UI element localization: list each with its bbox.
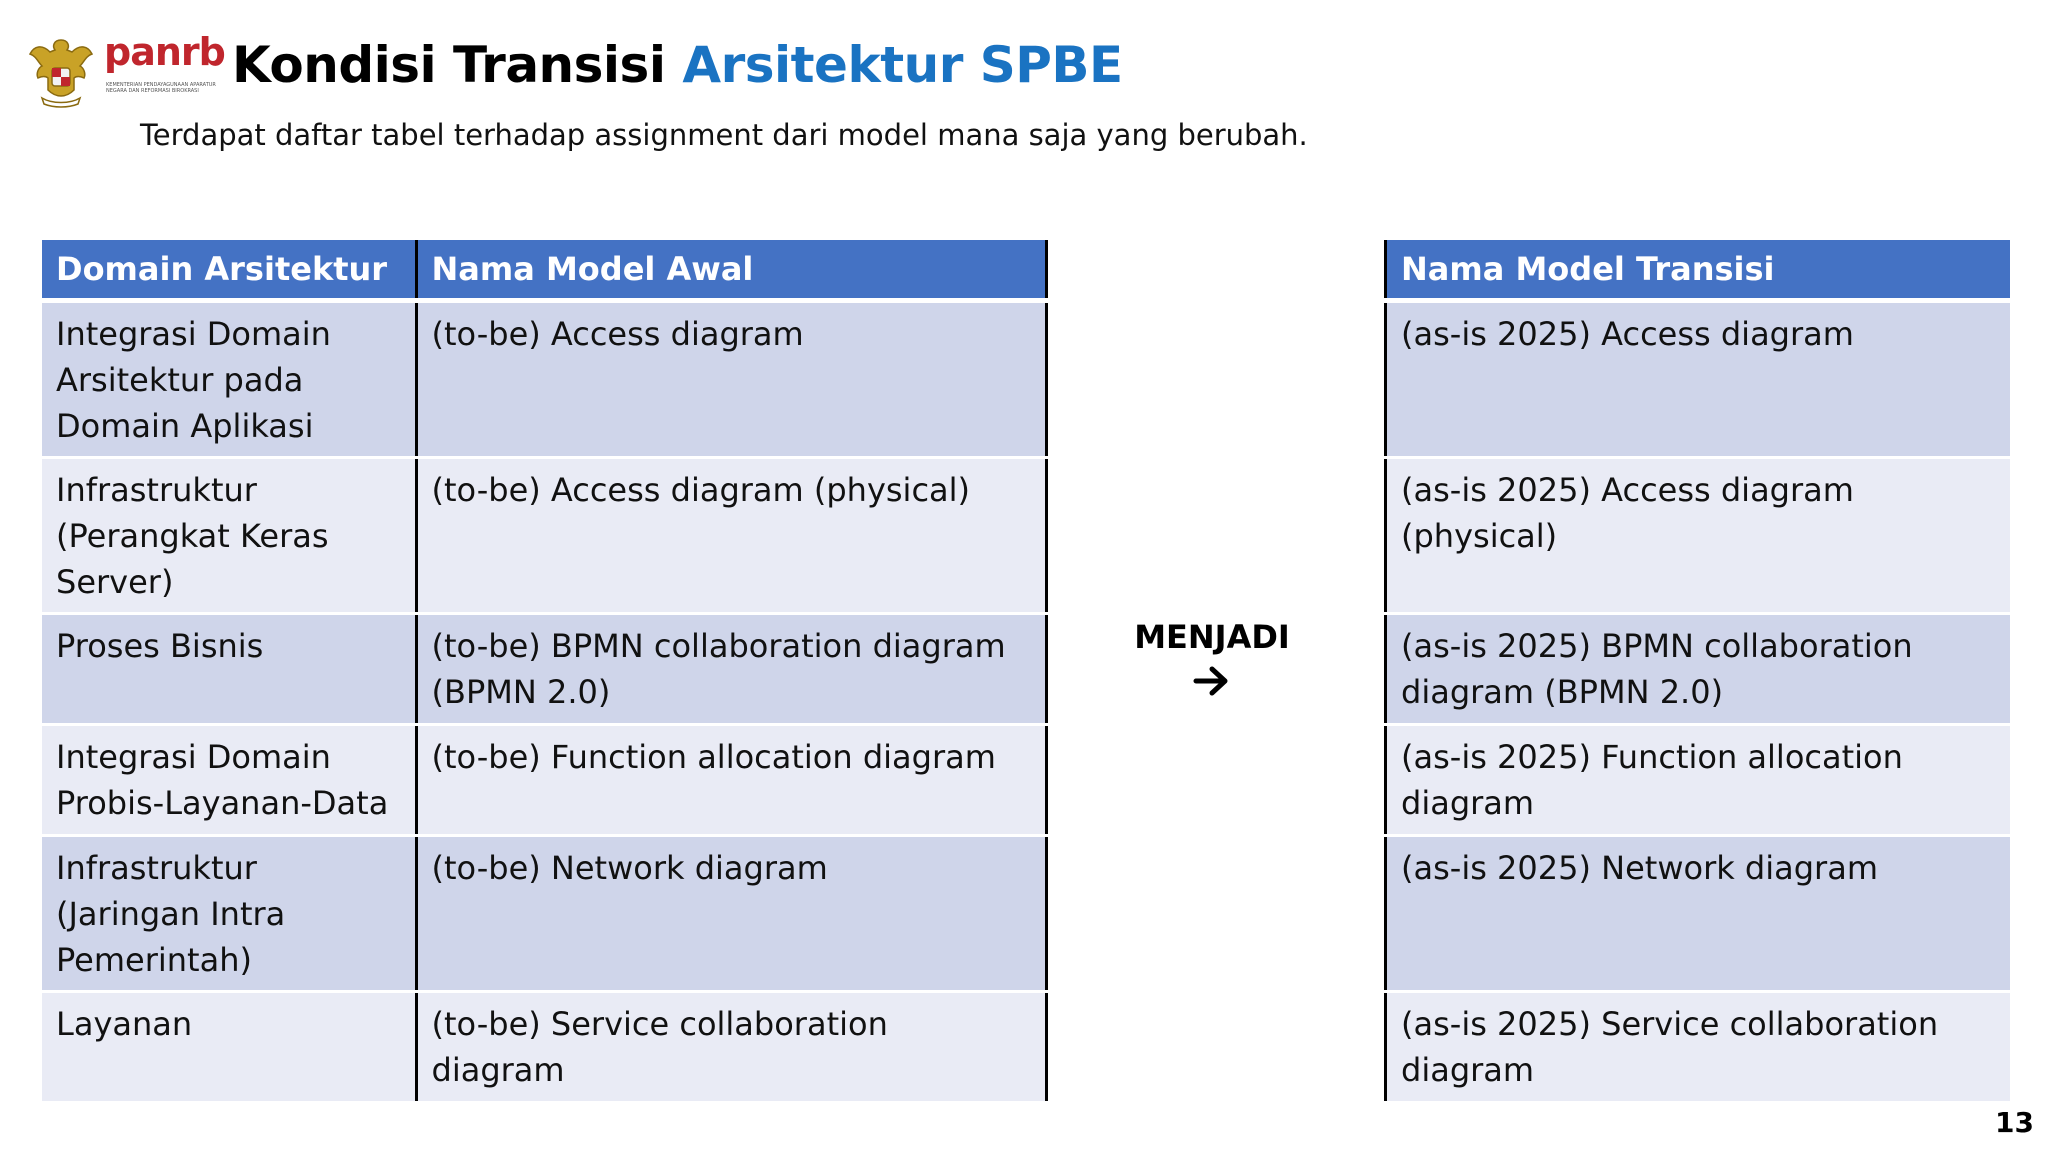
- menjadi-label: MENJADI: [1134, 618, 1290, 656]
- page-subtitle: Terdapat daftar tabel terhadap assignment dari model mana saja yang berubah.: [140, 118, 1308, 152]
- model-transisi-cell: (as-is 2025) Access diagram: [1386, 301, 2010, 458]
- table-row: [1386, 458, 2010, 614]
- logo-subtitle: KEMENTERIAN PENDAYAGUNAAN APARATUR NEGARA DAN REFORMASI BIROKRASI: [106, 82, 216, 94]
- page-title: [232, 36, 1123, 94]
- model-transisi-cell: (as-is 2025) Function allocation diagram: [1386, 725, 2010, 836]
- table-row: [1386, 301, 2010, 458]
- header-nama-model-awal: Nama Model Awal: [416, 240, 1046, 301]
- model-awal-cell: (to-be) Network diagram: [416, 836, 1046, 992]
- table-row: [42, 458, 1046, 614]
- title-part-1: Kondisi Transisi: [232, 36, 666, 94]
- initial-model-table: [42, 240, 1048, 1104]
- domain-cell: Integrasi Domain Probis-Layanan-Data: [42, 725, 416, 836]
- model-awal-cell: (to-be) Access diagram: [416, 301, 1046, 458]
- domain-cell: Infrastruktur (Jaringan Intra Pemerintah): [42, 836, 416, 992]
- table-row: [42, 992, 1046, 1103]
- model-transisi-cell: (as-is 2025) Service collaboration diagram: [1386, 992, 2010, 1103]
- model-transisi-cell: (as-is 2025) Access diagram (physical): [1386, 458, 2010, 614]
- logo-brand-text: panrb: [104, 30, 225, 74]
- transition-connector: [1122, 618, 1302, 698]
- model-awal-cell: (to-be) Access diagram (physical): [416, 458, 1046, 614]
- table-row: [42, 836, 1046, 992]
- table-row: [1386, 725, 2010, 836]
- table-header-row: [42, 240, 1046, 301]
- table-header-row: [1386, 240, 2010, 301]
- model-awal-cell: (to-be) Function allocation diagram: [416, 725, 1046, 836]
- model-awal-cell: (to-be) BPMN collaboration diagram (BPMN 2.0): [416, 614, 1046, 725]
- table-row: [42, 614, 1046, 725]
- transition-model-table: [1384, 240, 2010, 1104]
- table-row: [42, 301, 1046, 458]
- arrow-right-icon: [1192, 664, 1232, 698]
- domain-cell: Layanan: [42, 992, 416, 1103]
- table-row: [42, 725, 1046, 836]
- model-transisi-cell: (as-is 2025) Network diagram: [1386, 836, 2010, 992]
- model-transisi-cell: (as-is 2025) BPMN collaboration diagram (BPMN 2.0): [1386, 614, 2010, 725]
- domain-cell: Infrastruktur (Perangkat Keras Server): [42, 458, 416, 614]
- table-row: [1386, 992, 2010, 1103]
- domain-cell: Proses Bisnis: [42, 614, 416, 725]
- panrb-logo: [28, 30, 225, 108]
- garuda-emblem-icon: [28, 34, 94, 108]
- header-domain-arsitektur: Domain Arsitektur: [42, 240, 416, 301]
- table-row: [1386, 836, 2010, 992]
- header-nama-model-transisi: Nama Model Transisi: [1386, 240, 2010, 301]
- page-number: 13: [1995, 1106, 2034, 1139]
- model-awal-cell: (to-be) Service collaboration diagram: [416, 992, 1046, 1103]
- title-part-2: Arsitektur SPBE: [682, 36, 1123, 94]
- table-row: [1386, 614, 2010, 725]
- domain-cell: Integrasi Domain Arsitektur pada Domain Aplikasi: [42, 301, 416, 458]
